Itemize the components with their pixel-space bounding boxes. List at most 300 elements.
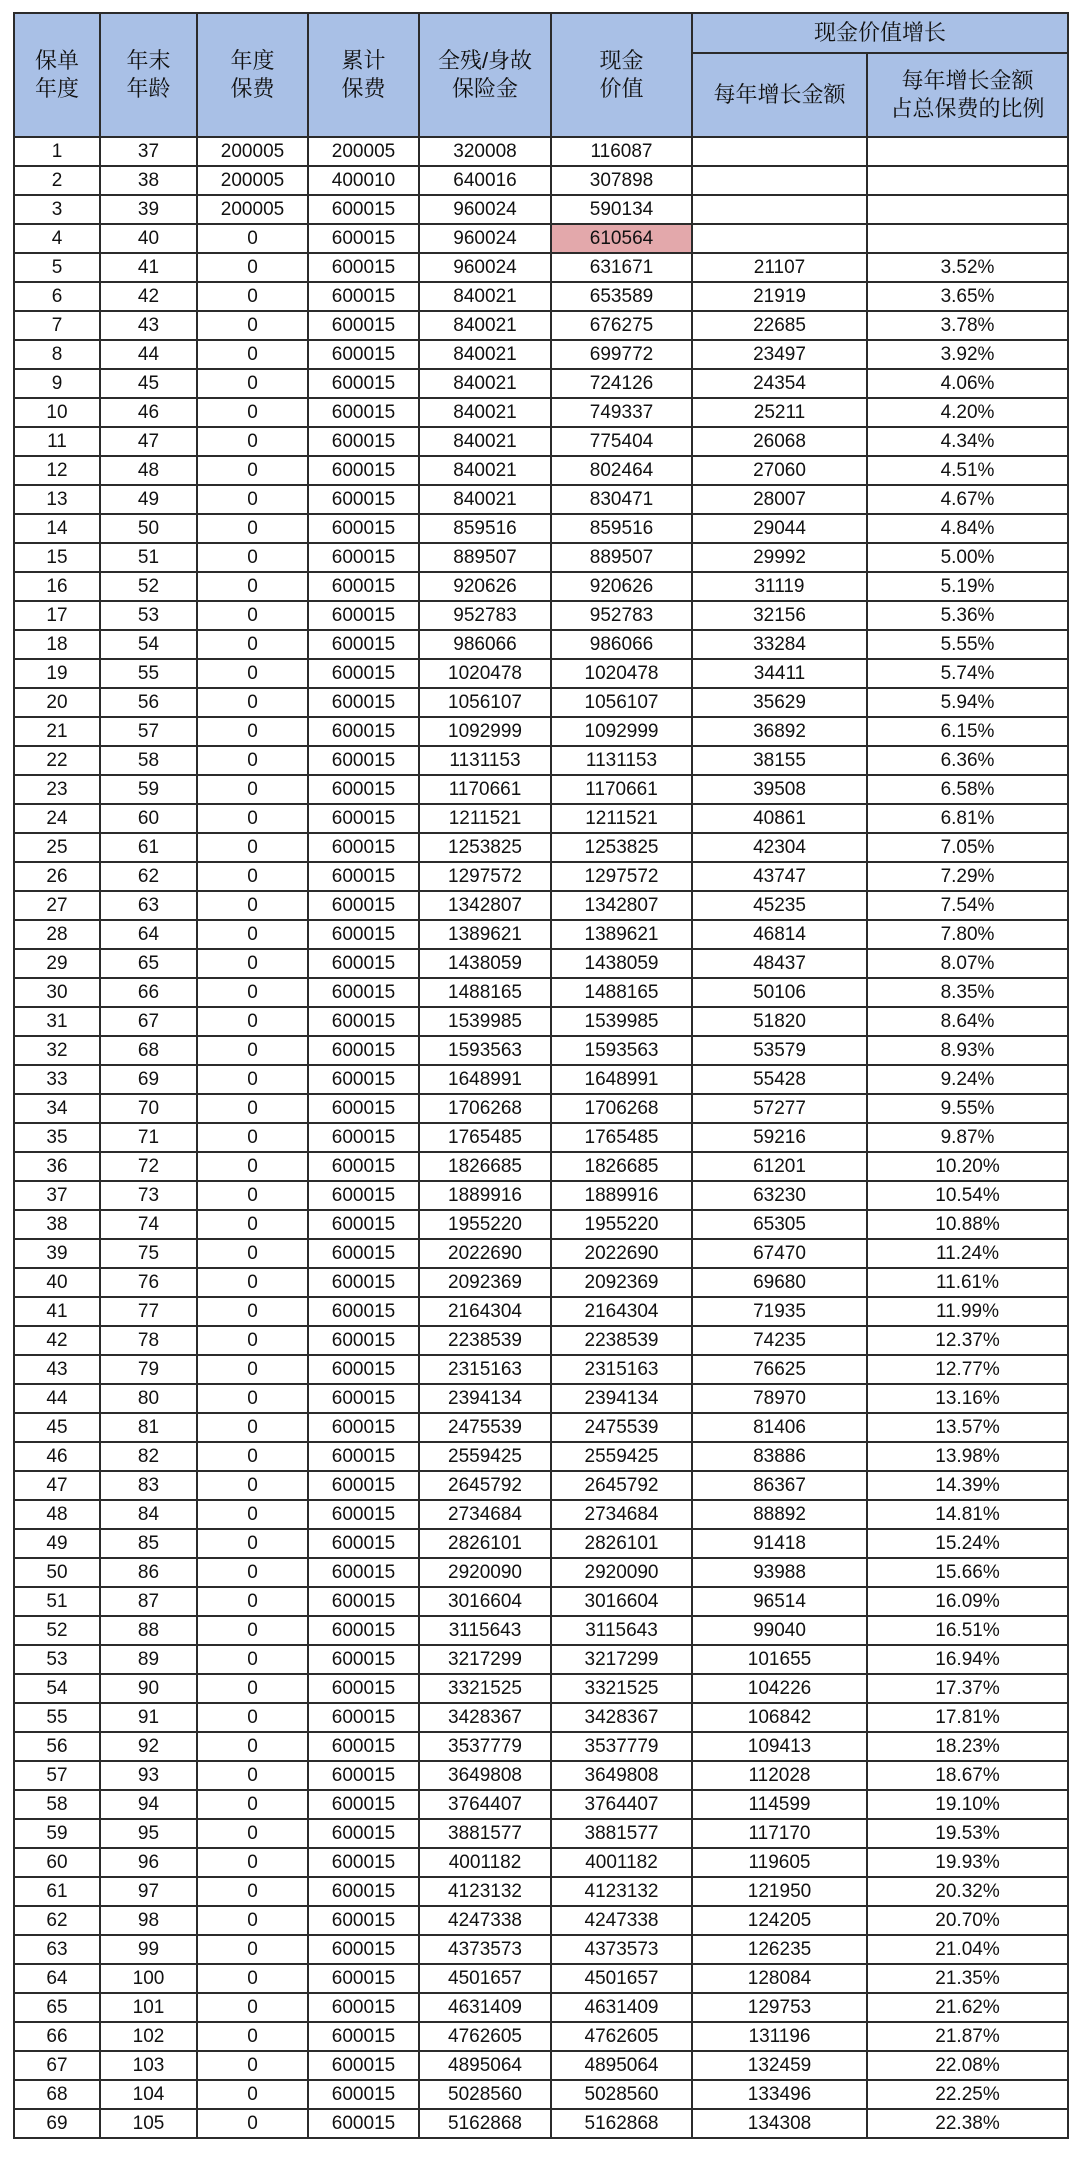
cell-death-benefit: 3649808 — [419, 1761, 551, 1790]
cell-annual-growth: 81406 — [692, 1413, 867, 1442]
cell-growth-ratio: 21.62% — [867, 1993, 1068, 2022]
cell-growth-ratio: 14.81% — [867, 1500, 1068, 1529]
cell-growth-ratio: 14.39% — [867, 1471, 1068, 1500]
cell-cumulative-premium: 600015 — [308, 456, 419, 485]
cell-annual-growth: 101655 — [692, 1645, 867, 1674]
cell-policy-year: 50 — [14, 1558, 100, 1587]
table-row — [14, 311, 1068, 340]
cell-policy-year: 58 — [14, 1790, 100, 1819]
cell-age: 62 — [100, 862, 197, 891]
cell-annual-growth: 67470 — [692, 1239, 867, 1268]
cell-annual-premium: 0 — [197, 311, 308, 340]
cell-cash-value: 802464 — [551, 456, 692, 485]
cell-cash-value: 775404 — [551, 427, 692, 456]
cell-cash-value: 2645792 — [551, 1471, 692, 1500]
header-cash-value: 现金 价值 — [551, 13, 692, 137]
cell-growth-ratio: 8.64% — [867, 1007, 1068, 1036]
cell-annual-growth: 31119 — [692, 572, 867, 601]
table-header — [14, 13, 1068, 137]
cell-age: 61 — [100, 833, 197, 862]
cell-policy-year: 40 — [14, 1268, 100, 1297]
cell-growth-ratio: 22.08% — [867, 2051, 1068, 2080]
cell-cash-value: 3217299 — [551, 1645, 692, 1674]
cell-death-benefit: 1020478 — [419, 659, 551, 688]
cell-annual-growth: 124205 — [692, 1906, 867, 1935]
cell-policy-year: 47 — [14, 1471, 100, 1500]
table-row — [14, 253, 1068, 282]
cell-growth-ratio: 19.53% — [867, 1819, 1068, 1848]
cell-growth-ratio: 20.32% — [867, 1877, 1068, 1906]
cell-death-benefit: 1170661 — [419, 775, 551, 804]
cell-age: 57 — [100, 717, 197, 746]
cell-death-benefit: 1131153 — [419, 746, 551, 775]
cell-policy-year: 67 — [14, 2051, 100, 2080]
cell-annual-growth: 63230 — [692, 1181, 867, 1210]
cell-cash-value: 4123132 — [551, 1877, 692, 1906]
cell-age: 39 — [100, 195, 197, 224]
cell-annual-growth — [692, 137, 867, 166]
cell-policy-year: 14 — [14, 514, 100, 543]
cell-policy-year: 43 — [14, 1355, 100, 1384]
table-row — [14, 1848, 1068, 1877]
cell-cumulative-premium: 600015 — [308, 2051, 419, 2080]
cell-death-benefit: 920626 — [419, 572, 551, 601]
cell-cash-value: 2164304 — [551, 1297, 692, 1326]
cell-age: 72 — [100, 1152, 197, 1181]
cell-annual-growth: 129753 — [692, 1993, 867, 2022]
table-row — [14, 1993, 1068, 2022]
cell-cumulative-premium: 600015 — [308, 543, 419, 572]
cell-annual-premium: 200005 — [197, 137, 308, 166]
cell-growth-ratio: 19.10% — [867, 1790, 1068, 1819]
cell-cumulative-premium: 600015 — [308, 1413, 419, 1442]
cell-growth-ratio: 10.20% — [867, 1152, 1068, 1181]
cell-policy-year: 24 — [14, 804, 100, 833]
cell-growth-ratio: 8.93% — [867, 1036, 1068, 1065]
cell-annual-growth: 36892 — [692, 717, 867, 746]
cell-policy-year: 39 — [14, 1239, 100, 1268]
cell-annual-premium: 0 — [197, 485, 308, 514]
cell-cumulative-premium: 600015 — [308, 862, 419, 891]
cell-annual-growth: 128084 — [692, 1964, 867, 1993]
cell-annual-premium: 0 — [197, 1181, 308, 1210]
cell-death-benefit: 960024 — [419, 224, 551, 253]
cell-cash-value: 2826101 — [551, 1529, 692, 1558]
table-row — [14, 1442, 1068, 1471]
cell-cash-value: 2475539 — [551, 1413, 692, 1442]
table-row — [14, 224, 1068, 253]
cell-annual-premium: 0 — [197, 891, 308, 920]
table-row — [14, 1964, 1068, 1993]
cell-cash-value: 2920090 — [551, 1558, 692, 1587]
cell-age: 80 — [100, 1384, 197, 1413]
cell-age: 46 — [100, 398, 197, 427]
cell-growth-ratio: 13.16% — [867, 1384, 1068, 1413]
table-row — [14, 456, 1068, 485]
cell-policy-year: 53 — [14, 1645, 100, 1674]
cell-cumulative-premium: 600015 — [308, 1674, 419, 1703]
cell-annual-premium: 0 — [197, 427, 308, 456]
table-row — [14, 166, 1068, 195]
table-row — [14, 717, 1068, 746]
cell-cash-value: 2238539 — [551, 1326, 692, 1355]
table-row — [14, 1529, 1068, 1558]
cell-age: 83 — [100, 1471, 197, 1500]
table-row — [14, 1790, 1068, 1819]
cell-annual-growth: 121950 — [692, 1877, 867, 1906]
cell-death-benefit: 840021 — [419, 340, 551, 369]
cell-cumulative-premium: 600015 — [308, 659, 419, 688]
cell-cumulative-premium: 600015 — [308, 2080, 419, 2109]
cell-policy-year: 63 — [14, 1935, 100, 1964]
cell-annual-growth: 55428 — [692, 1065, 867, 1094]
cell-death-benefit: 1488165 — [419, 978, 551, 1007]
table-row — [14, 1326, 1068, 1355]
cell-death-benefit: 859516 — [419, 514, 551, 543]
cell-growth-ratio: 4.20% — [867, 398, 1068, 427]
cell-annual-premium: 0 — [197, 949, 308, 978]
cell-growth-ratio: 10.54% — [867, 1181, 1068, 1210]
cell-annual-growth: 112028 — [692, 1761, 867, 1790]
table-row — [14, 195, 1068, 224]
cell-annual-growth: 21919 — [692, 282, 867, 311]
cell-policy-year: 41 — [14, 1297, 100, 1326]
cell-policy-year: 12 — [14, 456, 100, 485]
cell-annual-premium: 0 — [197, 1239, 308, 1268]
cell-policy-year: 4 — [14, 224, 100, 253]
cell-death-benefit: 1648991 — [419, 1065, 551, 1094]
cell-cumulative-premium: 600015 — [308, 1993, 419, 2022]
cell-death-benefit: 4631409 — [419, 1993, 551, 2022]
cell-annual-growth: 50106 — [692, 978, 867, 1007]
cell-age: 93 — [100, 1761, 197, 1790]
cell-death-benefit: 889507 — [419, 543, 551, 572]
cell-annual-growth: 74235 — [692, 1326, 867, 1355]
cell-cumulative-premium: 600015 — [308, 1355, 419, 1384]
cell-cumulative-premium: 600015 — [308, 224, 419, 253]
cell-policy-year: 7 — [14, 311, 100, 340]
cell-age: 77 — [100, 1297, 197, 1326]
cell-policy-year: 25 — [14, 833, 100, 862]
cell-annual-growth: 33284 — [692, 630, 867, 659]
cell-annual-growth: 71935 — [692, 1297, 867, 1326]
cell-policy-year: 18 — [14, 630, 100, 659]
cell-age: 64 — [100, 920, 197, 949]
cell-age: 68 — [100, 1036, 197, 1065]
cell-growth-ratio: 4.84% — [867, 514, 1068, 543]
cell-cumulative-premium: 600015 — [308, 833, 419, 862]
cell-policy-year: 49 — [14, 1529, 100, 1558]
cell-cash-value: 920626 — [551, 572, 692, 601]
cell-growth-ratio: 9.87% — [867, 1123, 1068, 1152]
cell-annual-premium: 0 — [197, 717, 308, 746]
cell-annual-premium: 0 — [197, 1558, 308, 1587]
cell-annual-premium: 0 — [197, 1355, 308, 1384]
cell-growth-ratio: 11.24% — [867, 1239, 1068, 1268]
cell-growth-ratio: 21.35% — [867, 1964, 1068, 1993]
cell-cash-value: 2394134 — [551, 1384, 692, 1413]
cell-policy-year: 36 — [14, 1152, 100, 1181]
cell-cash-value: 830471 — [551, 485, 692, 514]
cell-cash-value: 590134 — [551, 195, 692, 224]
cell-death-benefit: 2826101 — [419, 1529, 551, 1558]
cell-annual-growth: 25211 — [692, 398, 867, 427]
cell-death-benefit: 320008 — [419, 137, 551, 166]
cell-death-benefit: 2315163 — [419, 1355, 551, 1384]
cell-policy-year: 38 — [14, 1210, 100, 1239]
cell-policy-year: 59 — [14, 1819, 100, 1848]
cell-policy-year: 69 — [14, 2109, 100, 2138]
cell-growth-ratio: 5.36% — [867, 601, 1068, 630]
cell-death-benefit: 5028560 — [419, 2080, 551, 2109]
cell-cash-value: 1020478 — [551, 659, 692, 688]
cell-growth-ratio: 6.81% — [867, 804, 1068, 833]
cell-growth-ratio: 17.37% — [867, 1674, 1068, 1703]
cell-cumulative-premium: 600015 — [308, 949, 419, 978]
cell-policy-year: 5 — [14, 253, 100, 282]
cell-death-benefit: 3764407 — [419, 1790, 551, 1819]
cell-annual-premium: 0 — [197, 1616, 308, 1645]
cell-policy-year: 20 — [14, 688, 100, 717]
cell-cumulative-premium: 600015 — [308, 601, 419, 630]
cell-death-benefit: 1539985 — [419, 1007, 551, 1036]
cell-death-benefit: 2559425 — [419, 1442, 551, 1471]
table-row — [14, 1703, 1068, 1732]
cell-cumulative-premium: 600015 — [308, 1529, 419, 1558]
cell-age: 103 — [100, 2051, 197, 2080]
cell-annual-premium: 0 — [197, 1152, 308, 1181]
cell-policy-year: 62 — [14, 1906, 100, 1935]
cell-death-benefit: 2092369 — [419, 1268, 551, 1297]
cell-growth-ratio: 5.00% — [867, 543, 1068, 572]
cell-cash-value: 4501657 — [551, 1964, 692, 1993]
cell-death-benefit: 3537779 — [419, 1732, 551, 1761]
cell-policy-year: 46 — [14, 1442, 100, 1471]
cell-annual-premium: 0 — [197, 978, 308, 1007]
cell-policy-year: 52 — [14, 1616, 100, 1645]
cell-policy-year: 35 — [14, 1123, 100, 1152]
cell-cash-value: 1438059 — [551, 949, 692, 978]
cell-annual-growth: 59216 — [692, 1123, 867, 1152]
cell-death-benefit: 840021 — [419, 369, 551, 398]
table-row — [14, 1471, 1068, 1500]
cell-policy-year: 28 — [14, 920, 100, 949]
cell-growth-ratio: 5.94% — [867, 688, 1068, 717]
cell-growth-ratio — [867, 224, 1068, 253]
cell-annual-premium: 0 — [197, 1210, 308, 1239]
table-row — [14, 1906, 1068, 1935]
cell-cumulative-premium: 600015 — [308, 1848, 419, 1877]
cell-annual-premium: 0 — [197, 253, 308, 282]
table-row — [14, 891, 1068, 920]
cell-age: 99 — [100, 1935, 197, 1964]
cell-cumulative-premium: 600015 — [308, 1094, 419, 1123]
cell-cash-value: 699772 — [551, 340, 692, 369]
cell-cumulative-premium: 600015 — [308, 775, 419, 804]
cell-cash-value: 1539985 — [551, 1007, 692, 1036]
cell-annual-premium: 0 — [197, 1761, 308, 1790]
cell-cash-value: 4001182 — [551, 1848, 692, 1877]
cell-annual-premium: 200005 — [197, 166, 308, 195]
cell-annual-premium: 0 — [197, 1384, 308, 1413]
cell-age: 100 — [100, 1964, 197, 1993]
cell-policy-year: 17 — [14, 601, 100, 630]
cell-annual-premium: 0 — [197, 398, 308, 427]
cell-annual-growth: 88892 — [692, 1500, 867, 1529]
cell-cumulative-premium: 600015 — [308, 1210, 419, 1239]
cell-age: 55 — [100, 659, 197, 688]
cell-cash-value: 4762605 — [551, 2022, 692, 2051]
cell-annual-premium: 0 — [197, 2051, 308, 2080]
cell-age: 75 — [100, 1239, 197, 1268]
cell-age: 58 — [100, 746, 197, 775]
cell-annual-premium: 0 — [197, 1819, 308, 1848]
cell-growth-ratio: 6.58% — [867, 775, 1068, 804]
cell-cumulative-premium: 600015 — [308, 1384, 419, 1413]
cell-death-benefit: 640016 — [419, 166, 551, 195]
cell-growth-ratio: 7.29% — [867, 862, 1068, 891]
cell-age: 95 — [100, 1819, 197, 1848]
cell-annual-growth: 132459 — [692, 2051, 867, 2080]
header-policy-year: 保单 年度 — [14, 13, 100, 137]
cell-death-benefit: 4501657 — [419, 1964, 551, 1993]
cell-cash-value: 2315163 — [551, 1355, 692, 1384]
cell-cash-value: 1889916 — [551, 1181, 692, 1210]
table-row — [14, 1297, 1068, 1326]
cell-annual-premium: 0 — [197, 369, 308, 398]
cell-age: 82 — [100, 1442, 197, 1471]
cell-cash-value: 3321525 — [551, 1674, 692, 1703]
cell-policy-year: 31 — [14, 1007, 100, 1036]
cell-cumulative-premium: 600015 — [308, 1587, 419, 1616]
cell-age: 48 — [100, 456, 197, 485]
cell-age: 47 — [100, 427, 197, 456]
cell-cumulative-premium: 600015 — [308, 804, 419, 833]
cell-age: 70 — [100, 1094, 197, 1123]
cell-growth-ratio: 9.24% — [867, 1065, 1068, 1094]
cell-age: 76 — [100, 1268, 197, 1297]
header-annual-premium: 年度 保费 — [197, 13, 308, 137]
cell-annual-premium: 0 — [197, 1007, 308, 1036]
cell-growth-ratio: 16.94% — [867, 1645, 1068, 1674]
cell-policy-year: 64 — [14, 1964, 100, 1993]
table-row — [14, 427, 1068, 456]
cell-age: 87 — [100, 1587, 197, 1616]
cell-growth-ratio: 5.55% — [867, 630, 1068, 659]
cell-cash-value: 1131153 — [551, 746, 692, 775]
cell-growth-ratio: 5.19% — [867, 572, 1068, 601]
cell-policy-year: 55 — [14, 1703, 100, 1732]
table-row — [14, 659, 1068, 688]
cell-growth-ratio: 8.35% — [867, 978, 1068, 1007]
cell-annual-growth: 21107 — [692, 253, 867, 282]
cell-cash-value: 631671 — [551, 253, 692, 282]
cell-death-benefit: 1765485 — [419, 1123, 551, 1152]
cell-annual-growth: 46814 — [692, 920, 867, 949]
cell-cumulative-premium: 600015 — [308, 920, 419, 949]
cell-death-benefit: 2238539 — [419, 1326, 551, 1355]
table-row — [14, 2109, 1068, 2138]
cell-annual-growth: 117170 — [692, 1819, 867, 1848]
cell-age: 81 — [100, 1413, 197, 1442]
cell-cash-value: 889507 — [551, 543, 692, 572]
table-row — [14, 1674, 1068, 1703]
cell-age: 54 — [100, 630, 197, 659]
cell-age: 104 — [100, 2080, 197, 2109]
cell-cumulative-premium: 600015 — [308, 1703, 419, 1732]
table-row — [14, 369, 1068, 398]
header-cash-value-growth: 现金价值增长 — [692, 13, 1068, 53]
cell-cumulative-premium: 600015 — [308, 1935, 419, 1964]
cell-growth-ratio: 8.07% — [867, 949, 1068, 978]
cell-growth-ratio: 11.61% — [867, 1268, 1068, 1297]
table-row — [14, 1413, 1068, 1442]
cell-annual-growth: 61201 — [692, 1152, 867, 1181]
table-row — [14, 1152, 1068, 1181]
cell-growth-ratio: 4.06% — [867, 369, 1068, 398]
cell-death-benefit: 1389621 — [419, 920, 551, 949]
table-row — [14, 1036, 1068, 1065]
cell-age: 78 — [100, 1326, 197, 1355]
cell-growth-ratio: 19.93% — [867, 1848, 1068, 1877]
cell-annual-premium: 0 — [197, 1848, 308, 1877]
cell-policy-year: 56 — [14, 1732, 100, 1761]
cell-cash-value: 3115643 — [551, 1616, 692, 1645]
cell-annual-growth: 104226 — [692, 1674, 867, 1703]
cell-cumulative-premium: 600015 — [308, 630, 419, 659]
cell-death-benefit: 1297572 — [419, 862, 551, 891]
table-row — [14, 833, 1068, 862]
cell-policy-year: 1 — [14, 137, 100, 166]
cell-policy-year: 22 — [14, 746, 100, 775]
cell-policy-year: 15 — [14, 543, 100, 572]
cell-growth-ratio: 22.25% — [867, 2080, 1068, 2109]
cell-death-benefit: 2394134 — [419, 1384, 551, 1413]
table-row — [14, 688, 1068, 717]
table-row — [14, 804, 1068, 833]
cell-cash-value: 1170661 — [551, 775, 692, 804]
cell-age: 60 — [100, 804, 197, 833]
cell-annual-growth: 22685 — [692, 311, 867, 340]
cell-policy-year: 9 — [14, 369, 100, 398]
cell-age: 66 — [100, 978, 197, 1007]
cell-growth-ratio: 7.54% — [867, 891, 1068, 920]
cell-growth-ratio: 16.51% — [867, 1616, 1068, 1645]
cell-cash-value: 1342807 — [551, 891, 692, 920]
cell-growth-ratio: 13.98% — [867, 1442, 1068, 1471]
cell-growth-ratio: 15.66% — [867, 1558, 1068, 1587]
cell-age: 71 — [100, 1123, 197, 1152]
cell-annual-growth: 45235 — [692, 891, 867, 920]
table-row — [14, 1007, 1068, 1036]
cell-cash-value: 3428367 — [551, 1703, 692, 1732]
cell-age: 98 — [100, 1906, 197, 1935]
cell-annual-premium: 0 — [197, 1906, 308, 1935]
cell-annual-growth: 57277 — [692, 1094, 867, 1123]
cell-annual-premium: 0 — [197, 2109, 308, 2138]
cell-cash-value: 986066 — [551, 630, 692, 659]
cell-annual-growth: 65305 — [692, 1210, 867, 1239]
cell-annual-premium: 0 — [197, 1326, 308, 1355]
table-row — [14, 1123, 1068, 1152]
table-row — [14, 1732, 1068, 1761]
cell-death-benefit: 1955220 — [419, 1210, 551, 1239]
cell-growth-ratio: 4.34% — [867, 427, 1068, 456]
cell-cash-value: 1056107 — [551, 688, 692, 717]
cell-death-benefit: 2645792 — [419, 1471, 551, 1500]
cell-cash-value: 4631409 — [551, 1993, 692, 2022]
cell-annual-growth: 39508 — [692, 775, 867, 804]
